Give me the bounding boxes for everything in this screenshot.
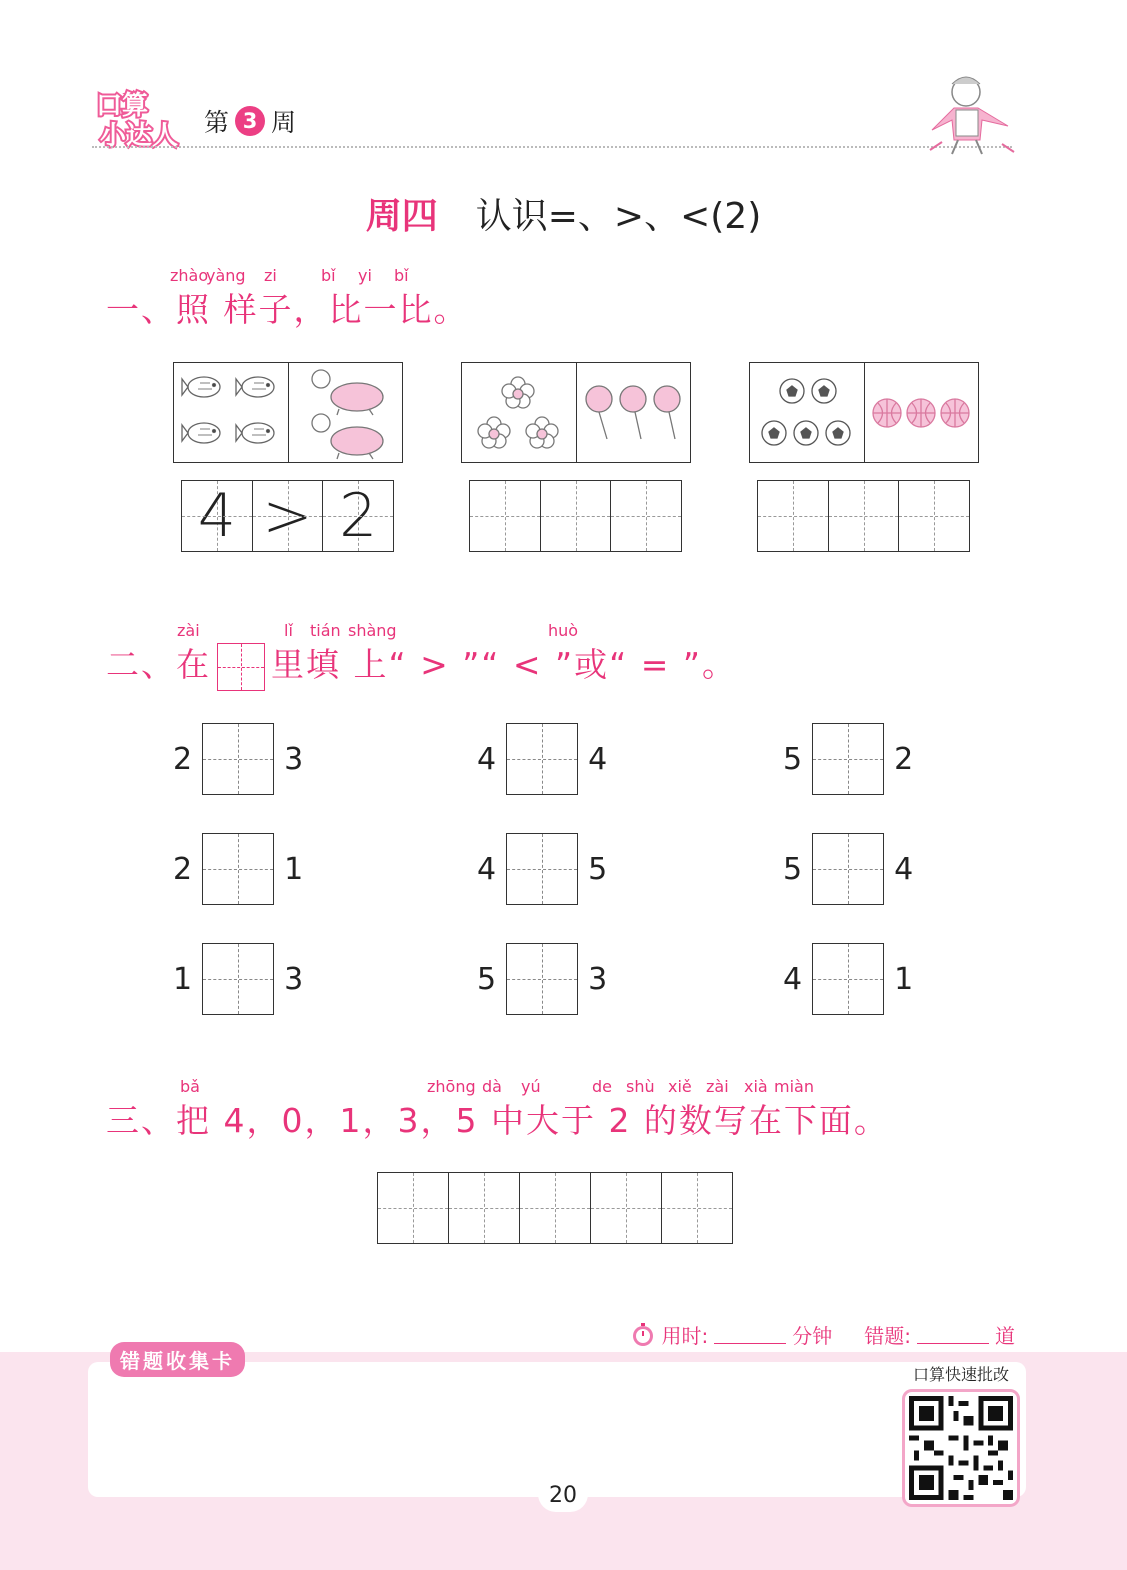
basketball-icon bbox=[865, 363, 978, 462]
right-number: 4 bbox=[894, 851, 914, 887]
picture-box-2 bbox=[461, 362, 691, 463]
example-cell bbox=[252, 481, 323, 551]
pinyin-xie: xiě bbox=[668, 1077, 692, 1096]
pinyin-tian: tián bbox=[310, 621, 341, 640]
lollipop-icon bbox=[577, 363, 690, 462]
basketball-group bbox=[864, 363, 979, 462]
pinyin-xia: xià bbox=[744, 1077, 768, 1096]
soccer-ball-icon bbox=[750, 363, 863, 462]
compare-problem bbox=[477, 723, 607, 795]
answer-box[interactable] bbox=[506, 833, 578, 905]
errors-label: 错题: bbox=[864, 1324, 911, 1348]
pinyin-de: de bbox=[592, 1077, 612, 1096]
compare-problem bbox=[173, 943, 303, 1015]
pinyin-zai: zài bbox=[177, 621, 200, 640]
title-day: 周四 bbox=[365, 196, 438, 237]
left-number: 2 bbox=[173, 851, 193, 887]
pinyin-zi: zi bbox=[264, 266, 277, 285]
turtle-icon bbox=[289, 363, 402, 462]
answer-cell[interactable] bbox=[828, 481, 899, 551]
example-symbol: > bbox=[262, 481, 313, 551]
page-number: 20 bbox=[538, 1476, 588, 1512]
section2-title-post: 里填 上“ > ”“ < ”或“ = ”。 bbox=[271, 645, 737, 684]
right-number: 2 bbox=[894, 741, 914, 777]
compare-problem bbox=[783, 833, 913, 905]
flower-group bbox=[462, 363, 576, 462]
left-number: 1 bbox=[173, 961, 193, 997]
week-suffix: 周 bbox=[271, 108, 297, 137]
section1-title: 一、照 样子，比一比。 bbox=[106, 290, 469, 329]
pinyin-zai2: zài bbox=[706, 1077, 729, 1096]
time-label: 用时: bbox=[661, 1324, 709, 1348]
compare-problem bbox=[173, 833, 303, 905]
picture-box-3 bbox=[749, 362, 979, 463]
fish-icon bbox=[174, 363, 287, 462]
pinyin-ba: bǎ bbox=[180, 1077, 200, 1096]
qr-code-icon[interactable] bbox=[902, 1389, 1020, 1507]
time-unit: 分钟 bbox=[792, 1324, 833, 1348]
answer-cell[interactable] bbox=[661, 1173, 732, 1243]
pinyin-zhao: zhào bbox=[170, 266, 209, 285]
right-number: 1 bbox=[894, 961, 914, 997]
right-number: 5 bbox=[588, 851, 608, 887]
answer-cell[interactable] bbox=[448, 1173, 519, 1243]
answer-box[interactable] bbox=[202, 833, 274, 905]
soccer-ball-group bbox=[750, 363, 864, 462]
right-number: 3 bbox=[284, 961, 304, 997]
week-indicator bbox=[204, 103, 296, 139]
pinyin-da: dà bbox=[482, 1077, 502, 1096]
page-title bbox=[0, 188, 1127, 239]
left-number: 5 bbox=[477, 961, 497, 997]
left-number: 4 bbox=[783, 961, 803, 997]
stopwatch-icon bbox=[630, 1322, 656, 1348]
answer-box[interactable] bbox=[812, 723, 884, 795]
logo bbox=[92, 86, 184, 150]
example-answer-grid bbox=[181, 480, 394, 552]
errors-unit: 道 bbox=[995, 1324, 1015, 1348]
week-number: 3 bbox=[235, 106, 265, 136]
answer-cell[interactable] bbox=[610, 481, 681, 551]
card-label: 错题收集卡 bbox=[110, 1342, 245, 1377]
week-prefix: 第 bbox=[204, 108, 230, 137]
answer-cell[interactable] bbox=[519, 1173, 590, 1243]
compare-problem bbox=[477, 833, 607, 905]
fish-group bbox=[174, 363, 288, 462]
qr-section bbox=[900, 1362, 1022, 1507]
time-and-errors bbox=[630, 1320, 1016, 1349]
answer-box[interactable] bbox=[506, 723, 578, 795]
example-left-number: 4 bbox=[197, 481, 236, 551]
left-number: 4 bbox=[477, 741, 497, 777]
picture-box-1 bbox=[173, 362, 403, 463]
right-number: 4 bbox=[588, 741, 608, 777]
compare-problem bbox=[783, 943, 913, 1015]
pinyin-shang: shàng bbox=[348, 621, 397, 640]
pinyin-huo: huò bbox=[548, 621, 579, 640]
left-number: 4 bbox=[477, 851, 497, 887]
answer-box[interactable] bbox=[202, 943, 274, 1015]
answer-cell[interactable] bbox=[590, 1173, 661, 1243]
right-number: 3 bbox=[284, 741, 304, 777]
lollipop-group bbox=[576, 363, 691, 462]
pinyin-bi1: bǐ bbox=[321, 266, 336, 285]
pinyin-shu: shù bbox=[626, 1077, 655, 1096]
pinyin-bi2: bǐ bbox=[394, 266, 409, 285]
section3-title: 三、把 4，0，1，3，5 中大于 2 的数写在下面。 bbox=[106, 1101, 889, 1140]
pinyin-yang: yàng bbox=[206, 266, 246, 285]
left-number: 5 bbox=[783, 741, 803, 777]
pinyin-yi: yi bbox=[358, 266, 372, 285]
svg-text:口算: 口算 bbox=[96, 91, 149, 121]
answer-box[interactable] bbox=[812, 833, 884, 905]
pinyin-zhong: zhōng bbox=[427, 1077, 476, 1096]
example-cell bbox=[322, 481, 393, 551]
title-topic: 认识=、>、<(2) bbox=[475, 196, 762, 237]
time-blank[interactable] bbox=[714, 1325, 786, 1344]
example-right-number: 2 bbox=[339, 481, 378, 551]
answer-grid-2[interactable] bbox=[469, 480, 682, 552]
header-divider bbox=[92, 146, 1012, 148]
example-cell bbox=[182, 481, 252, 551]
turtle-group bbox=[288, 363, 403, 462]
section2-title bbox=[106, 639, 737, 691]
compare-problem bbox=[783, 723, 913, 795]
answer-cell[interactable] bbox=[758, 481, 828, 551]
sample-box-icon bbox=[217, 643, 265, 691]
compare-problem bbox=[173, 723, 303, 795]
answer-cell[interactable] bbox=[898, 481, 969, 551]
answer-cell[interactable] bbox=[540, 481, 611, 551]
right-number: 3 bbox=[588, 961, 608, 997]
answer-cell[interactable] bbox=[470, 481, 540, 551]
answer-box[interactable] bbox=[812, 943, 884, 1015]
flower-icon bbox=[462, 363, 575, 462]
compare-problem bbox=[477, 943, 607, 1015]
section2-title-pre: 二、在 bbox=[106, 645, 211, 684]
answer-cell[interactable] bbox=[378, 1173, 448, 1243]
answer-box[interactable] bbox=[202, 723, 274, 795]
mascot-icon bbox=[922, 70, 1018, 158]
qr-title: 口算快速批改 bbox=[912, 1365, 1009, 1384]
left-number: 2 bbox=[173, 741, 193, 777]
svg-text:小达人: 小达人 bbox=[100, 121, 179, 150]
section3-answer-grid[interactable] bbox=[377, 1172, 733, 1244]
left-number: 5 bbox=[783, 851, 803, 887]
pinyin-yu: yú bbox=[521, 1077, 541, 1096]
pinyin-mian: miàn bbox=[774, 1077, 814, 1096]
errors-blank[interactable] bbox=[917, 1325, 989, 1344]
answer-grid-3[interactable] bbox=[757, 480, 970, 552]
right-number: 1 bbox=[284, 851, 304, 887]
pinyin-li: lǐ bbox=[284, 621, 293, 640]
answer-box[interactable] bbox=[506, 943, 578, 1015]
